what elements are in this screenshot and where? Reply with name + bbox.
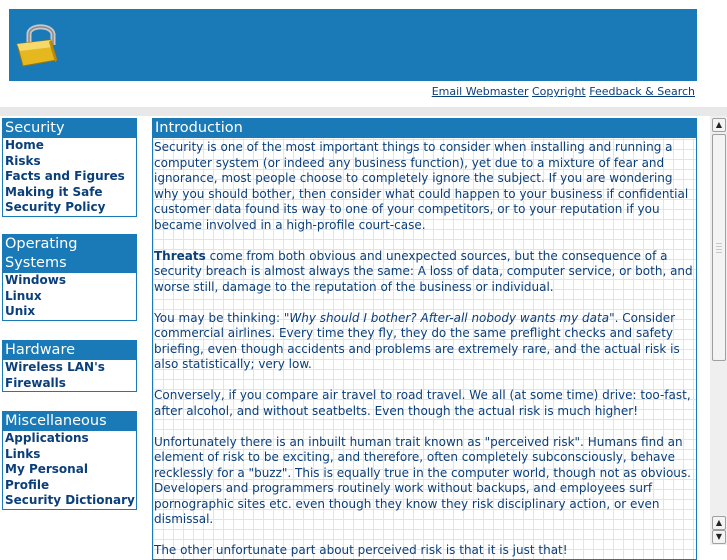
nav-section-title <box>3 235 136 273</box>
paragraph-why-bother <box>153 311 696 373</box>
paragraph-text: You may be thinking: " <box>154 310 290 325</box>
copyright-link[interactable]: Copyright <box>532 85 586 98</box>
padlock-icon <box>11 18 65 72</box>
scrollbar-thumb[interactable] <box>712 134 726 361</box>
nav-item-facts-and-figures[interactable]: Facts and Figures <box>5 169 125 183</box>
content-panel <box>152 118 697 560</box>
nav-section-operating-systems <box>2 234 137 321</box>
nav-item-security-dictionary[interactable]: Security Dictionary <box>5 493 135 507</box>
nav-item-security-policy[interactable]: Security Policy <box>5 200 106 214</box>
top-frame <box>0 0 727 107</box>
header-banner <box>9 9 697 81</box>
nav-section-title: Hardware <box>3 341 136 360</box>
nav-section-title-line: Operating <box>5 236 78 252</box>
email-webmaster-link[interactable]: Email Webmaster <box>431 85 529 98</box>
quote-text: Why should I bother? After-all nobody wants my data <box>289 310 610 325</box>
nav-item-linux[interactable]: Linux <box>5 288 42 303</box>
paragraph-text: ". Consider commercial airlines. Every time they fly, they do the same preflight checks and safety briefing, even though accidents and problems are extremely rare, and the actual risk is also statistically; very low. <box>154 310 680 371</box>
frame-separator <box>0 107 727 116</box>
paragraph-threats <box>153 249 696 296</box>
nav-section-title: Security <box>3 119 136 138</box>
nav-section-title: Miscellaneous <box>3 412 136 431</box>
nav-item-applications[interactable]: Applications <box>5 431 89 445</box>
paragraph-cutoff: The other unfortunate part about perceived risk is that it is just that! <box>154 543 568 557</box>
page-title: Introduction <box>153 119 696 138</box>
top-links <box>432 85 695 98</box>
scrollbar-grip-icon <box>716 243 722 253</box>
threats-keyword: Threats <box>154 248 206 263</box>
nav-item-risks[interactable]: Risks <box>5 153 41 168</box>
paragraph-intro: Security is one of the most important things to consider when installing and running a computer system (or indeed any business function), yet due to a mixture of fear and ignorance, most people choose to completely ignore the subject. If you are wondering why you should bother, then consider what could happen to your business if confidential customer data found its way to one of your competitors, or to your reputation if you became involved in a high-profile court-case. <box>154 140 689 232</box>
nav-item-wireless-lans[interactable]: Wireless LAN's <box>5 360 105 374</box>
nav-item-unix[interactable]: Unix <box>5 304 36 318</box>
paragraph-text: come from both obvious and unexpected sources, but the consequence of a security breach is almost always the same: A loss of data, computer service, or both, and worse still, damage to the reputation of the business or individual. <box>154 248 693 294</box>
nav-section-hardware <box>2 340 137 392</box>
scroll-down-arrow-icon[interactable]: ▼ <box>712 530 726 544</box>
sidebar <box>0 116 146 545</box>
nav-section-miscellaneous <box>2 411 137 510</box>
scroll-up-arrow-icon[interactable]: ▲ <box>712 118 726 132</box>
nav-item-making-it-safe[interactable]: Making it Safe <box>5 184 103 199</box>
paragraph-road-travel: Conversely, if you compare air travel to road travel. We all (at some time) drive: too-fast, after alcohol, and without seatbelts. Even though the actual risk is much higher! <box>154 388 691 418</box>
scroll-up-arrow-icon[interactable]: ▲ <box>712 516 726 530</box>
nav-item-firewalls[interactable]: Firewalls <box>5 375 66 390</box>
nav-item-windows[interactable]: Windows <box>5 273 66 287</box>
feedback-search-link[interactable]: Feedback & Search <box>589 85 695 98</box>
nav-item-home[interactable]: Home <box>5 138 44 152</box>
nav-item-links[interactable]: Links <box>5 446 41 461</box>
vertical-scrollbar[interactable] <box>710 116 727 545</box>
nav-section-security <box>2 118 137 217</box>
main-content-frame <box>146 116 710 557</box>
nav-section-title-line: Systems <box>5 255 67 271</box>
paragraph-perceived-risk: Unfortunately there is an inbuilt human trait known as "perceived risk". Humans find an element of risk to be exciting, and therefore, often completely subconsciously, behave recklessly for a "buzz". This is equally true in the computer world, though not as obvious. Developers and programmers routinely work without backups, and employees surf pornographic sites etc. even though they know they risk disciplinary action, or even dismissal. <box>154 434 691 526</box>
nav-item-my-personal-profile[interactable]: My Personal Profile <box>5 462 88 492</box>
